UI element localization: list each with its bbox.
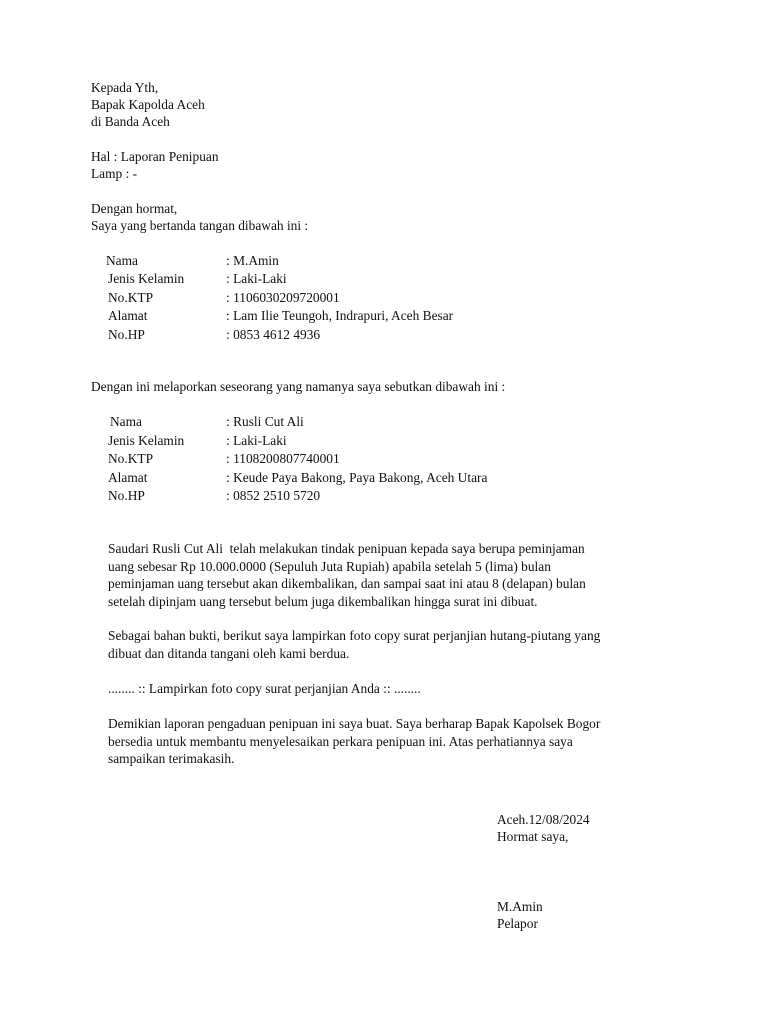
- reporter-label-nama: Nama: [106, 253, 138, 268]
- suspect-label-nama: Nama: [110, 414, 142, 429]
- signer-name: M.Amin: [497, 899, 543, 914]
- paragraph-closing-line: Demikian laporan pengaduan penipuan ini saya buat. Saya berharap Bapak Kapolsek Bogor: [108, 716, 601, 731]
- reporter-label-alamat: Alamat: [108, 308, 148, 323]
- suspect-label-alamat: Alamat: [108, 470, 148, 485]
- reporter-value-ktp: : 1106030209720001: [226, 290, 340, 305]
- paragraph-closing-line: sampaikan terimakasih.: [108, 751, 235, 766]
- suspect-value-nama: : Rusli Cut Ali: [226, 414, 304, 429]
- reporter-value-nama: : M.Amin: [226, 253, 279, 268]
- reporter-label-hp: No.HP: [108, 327, 145, 342]
- paragraph-incident-line: setelah dipinjam uang tersebut belum juga dikembalikan hingga surat ini dibuat.: [108, 593, 538, 609]
- paragraph-evidence: [108, 627, 688, 662]
- suspect-label-gender: Jenis Kelamin: [108, 433, 185, 448]
- recipient-name: Bapak Kapolda Aceh: [91, 97, 205, 112]
- recipient-greeting: Kepada Yth,: [91, 80, 159, 95]
- salutation: Dengan hormat,: [91, 201, 178, 216]
- paragraph-evidence-line: dibuat dan ditanda tangani oleh kami berdua.: [108, 645, 350, 661]
- paragraph-closing-line: bersedia untuk membantu menyelesaikan perkara penipuan ini. Atas perhatiannya saya: [108, 733, 573, 749]
- paragraph-incident-line: Saudari Rusli Cut Ali telah melakukan tindak penipuan kepada saya berupa peminjaman: [108, 541, 585, 556]
- reporter-intro: Saya yang bertanda tangan dibawah ini :: [91, 218, 309, 233]
- place-date: Aceh.12/08/2024: [497, 812, 590, 827]
- attachment-placeholder: [108, 680, 688, 698]
- suspect-value-gender: : Laki-Laki: [226, 433, 287, 448]
- signer-role: Pelapor: [497, 916, 538, 931]
- suspect-value-ktp: : 1108200807740001: [226, 451, 340, 466]
- reporter-value-alamat: : Lam Ilie Teungoh, Indrapuri, Aceh Besar: [226, 308, 454, 323]
- suspect-value-alamat: : Keude Paya Bakong, Paya Bakong, Aceh Utara: [226, 470, 488, 485]
- reporter-label-ktp: No.KTP: [108, 290, 154, 305]
- reporter-label-gender: Jenis Kelamin: [108, 271, 185, 286]
- regards: Hormat saya,: [497, 829, 569, 844]
- suspect-value-hp: : 0852 2510 5720: [226, 488, 321, 503]
- reporter-value-gender: : Laki-Laki: [226, 271, 287, 286]
- recipient-place: di Banda Aceh: [91, 114, 170, 129]
- paragraph-closing: [108, 715, 688, 768]
- subject-lamp: Lamp : -: [91, 166, 138, 181]
- report-intro: Dengan ini melaporkan seseorang yang namanya saya sebutkan dibawah ini :: [91, 379, 506, 394]
- suspect-label-hp: No.HP: [108, 488, 145, 503]
- paragraph-incident-line: uang sebesar Rp 10.000.0000 (Sepuluh Juta Rupiah) apabila setelah 5 (lima) bulan: [108, 558, 551, 574]
- attachment-placeholder-text: ........ :: Lampirkan foto copy surat perjanjian Anda :: ........: [108, 681, 421, 696]
- paragraph-incident: [108, 540, 688, 610]
- reporter-value-hp: : 0853 4612 4936: [226, 327, 321, 342]
- subject-hal: Hal : Laporan Penipuan: [91, 149, 219, 164]
- paragraph-incident-line: peminjaman uang tersebut akan dikembalikan, dan sampai saat ini atau 8 (delapan) bulan: [108, 576, 586, 591]
- suspect-label-ktp: No.KTP: [108, 451, 154, 466]
- paragraph-evidence-line: Sebagai bahan bukti, berikut saya lampirkan foto copy surat perjanjian hutang-piutang yang: [108, 628, 601, 643]
